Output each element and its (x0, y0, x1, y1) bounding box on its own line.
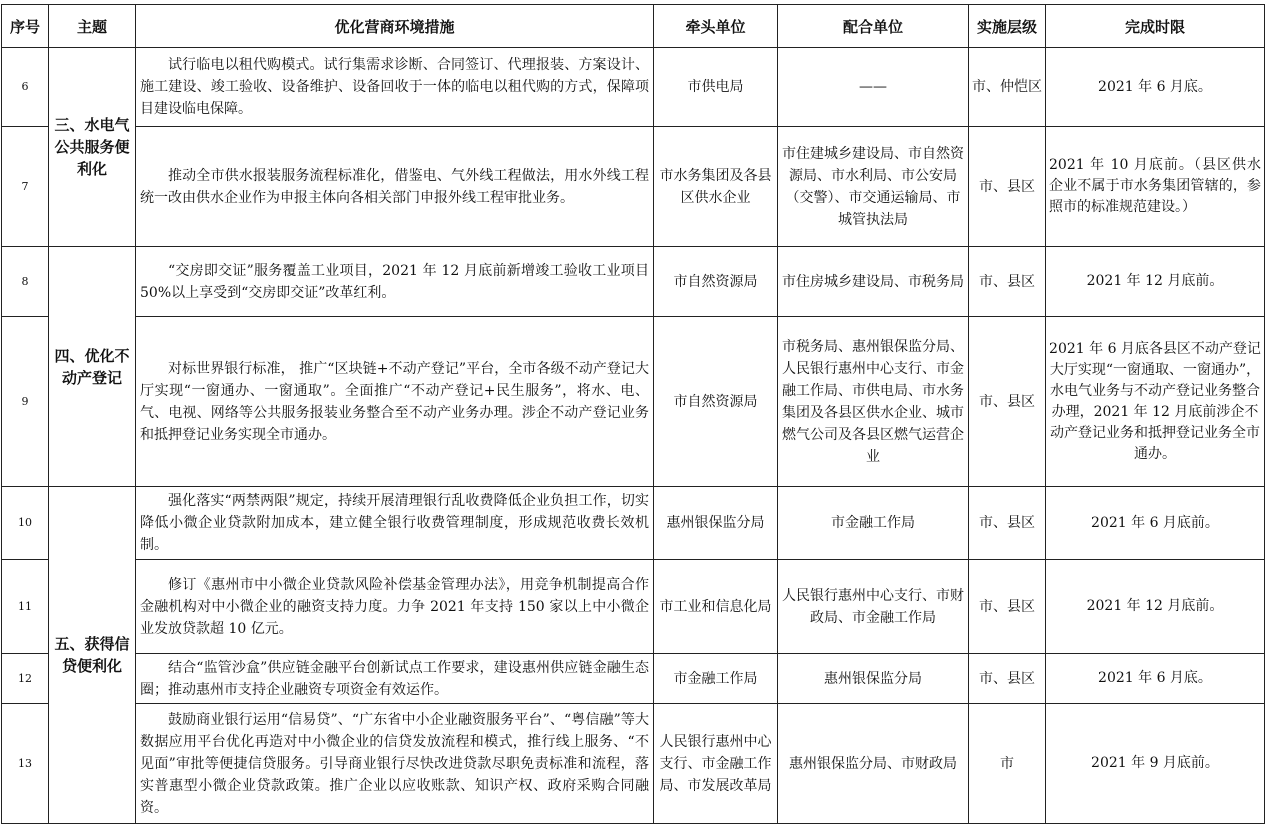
lead-unit-cell: 市自然资源局 (654, 317, 778, 487)
header-topic: 主题 (49, 5, 136, 48)
coop-unit-cell: 人民银行惠州中心支行、市财政局、市金融工作局 (778, 560, 969, 654)
level-cell: 市 (969, 704, 1046, 824)
coop-unit-cell: 市税务局、惠州银保监分局、人民银行惠州中心支行、市金融工作局、市供电局、市水务集团及各县区供水企业、城市燃气公司及各县区燃气运营企业 (778, 317, 969, 487)
header-lead-unit: 牵头单位 (654, 5, 778, 48)
header-level: 实施层级 (969, 5, 1046, 48)
lead-unit-cell: 市供电局 (654, 48, 778, 127)
deadline-cell: 2021 年 10 月底前。（县区供水企业不属于市水务集团管辖的，参照市的标准规范建设。） (1046, 127, 1265, 247)
deadline-cell: 2021 年 6 月底。 (1046, 48, 1265, 127)
coop-unit-cell: 市住房城乡建设局、市税务局 (778, 247, 969, 317)
level-cell: 市、仲恺区 (969, 48, 1046, 127)
table-row (2, 127, 1265, 247)
lead-unit-cell: 市自然资源局 (654, 247, 778, 317)
measure-cell: 鼓励商业银行运用“信易贷”、“广东省中小企业融资服务平台”、“粤信融”等大数据应用平台优化再造对中小微企业的信贷发放流程和模式，推行线上服务、“不见面”审批等便捷信贷服务。引导商业银行尽快改进贷款尽职免责标准和流程，落实普惠型小微企业贷款政策。推广企业以应收账款、知识产权、政府采购合同融资。 (136, 704, 654, 824)
measure-cell: 修订《惠州市中小微企业贷款风险补偿基金管理办法》，用竞争机制提高合作金融机构对中小微企业的融资支持力度。力争 2021 年支持 150 家以上中小微企业发放贷款超 10 亿元。 (136, 560, 654, 654)
measures-table (1, 4, 1265, 824)
measure-cell: 对标世界银行标准， 推广“区块链+不动产登记”平台，全市各级不动产登记大厅实现“一窗通办、一窗通取”。全面推广“不动产登记+民生服务”，将水、电、气、电视、网络等公共服务报装业务整合至不动产业务办理。涉企不动产登记业务和抵押登记业务实现全市通办。 (136, 317, 654, 487)
table-row (2, 487, 1265, 560)
row-number: 11 (2, 560, 49, 654)
level-cell: 市、县区 (969, 654, 1046, 704)
table-row (2, 317, 1265, 487)
row-number: 10 (2, 487, 49, 560)
row-number: 7 (2, 127, 49, 247)
table-row (2, 247, 1265, 317)
deadline-cell: 2021 年 12 月底前。 (1046, 560, 1265, 654)
lead-unit-cell: 人民银行惠州中心支行、市金融工作局、市发展改革局 (654, 704, 778, 824)
level-cell: 市、县区 (969, 487, 1046, 560)
row-number: 8 (2, 247, 49, 317)
deadline-cell: 2021 年 6 月底前。 (1046, 487, 1265, 560)
measure-cell: 推动全市供水报装服务流程标准化，借鉴电、气外线工程做法，用水外线工程统一改由供水企业作为申报主体向各相关部门申报外线工程审批业务。 (136, 127, 654, 247)
lead-unit-cell: 市工业和信息化局 (654, 560, 778, 654)
deadline-cell: 2021 年 12 月底前。 (1046, 247, 1265, 317)
level-cell: 市、县区 (969, 127, 1046, 247)
row-number: 12 (2, 654, 49, 704)
header-coop-unit: 配合单位 (778, 5, 969, 48)
lead-unit-cell: 市水务集团及各县区供水企业 (654, 127, 778, 247)
lead-unit-cell: 惠州银保监分局 (654, 487, 778, 560)
coop-unit-cell: 惠州银保监分局、市财政局 (778, 704, 969, 824)
header-no: 序号 (2, 5, 49, 48)
coop-unit-cell: 市住建城乡建设局、市自然资源局、市水利局、市公安局（交警）、市交通运输局、市城管执法局 (778, 127, 969, 247)
header-row (2, 5, 1265, 48)
level-cell: 市、县区 (969, 317, 1046, 487)
table-row (2, 48, 1265, 127)
row-number: 9 (2, 317, 49, 487)
level-cell: 市、县区 (969, 247, 1046, 317)
table-row (2, 704, 1265, 824)
measure-cell: “交房即交证”服务覆盖工业项目，2021 年 12 月底前新增竣工验收工业项目 50%以上享受到“交房即交证”改革红利。 (136, 247, 654, 317)
coop-unit-cell: 市金融工作局 (778, 487, 969, 560)
topic-cell: 五、获得信贷便利化 (49, 487, 136, 824)
row-number: 6 (2, 48, 49, 127)
measure-cell: 强化落实“两禁两限”规定，持续开展清理银行乱收费降低企业负担工作，切实降低小微企业贷款附加成本，建立健全银行收费管理制度，形成规范收费长效机制。 (136, 487, 654, 560)
topic-cell: 四、优化不动产登记 (49, 247, 136, 487)
measure-cell: 试行临电以租代购模式。试行集需求诊断、合同签订、代理报装、方案设计、施工建设、竣工验收、设备维护、设备回收于一体的临电以租代购的方式，保障项目建设临电保障。 (136, 48, 654, 127)
coop-unit-cell: 惠州银保监分局 (778, 654, 969, 704)
deadline-cell: 2021 年 6 月底。 (1046, 654, 1265, 704)
coop-unit-cell: —— (778, 48, 969, 127)
header-measure: 优化营商环境措施 (136, 5, 654, 48)
lead-unit-cell: 市金融工作局 (654, 654, 778, 704)
table-row (2, 560, 1265, 654)
topic-cell: 三、水电气公共服务便利化 (49, 48, 136, 247)
row-number: 13 (2, 704, 49, 824)
table-row (2, 654, 1265, 704)
level-cell: 市、县区 (969, 560, 1046, 654)
measure-cell: 结合“监管沙盒”供应链金融平台创新试点工作要求，建设惠州供应链金融生态圈；推动惠州市支持企业融资专项资金有效运作。 (136, 654, 654, 704)
deadline-cell: 2021 年 9 月底前。 (1046, 704, 1265, 824)
header-deadline: 完成时限 (1046, 5, 1265, 48)
deadline-cell: 2021 年 6 月底各县区不动产登记大厅实现“一窗通取、一窗通办”，水电气业务与不动产登记业务整合办理，2021 年 12 月底前涉企不动产登记业务和抵押登记业务全市通办。 (1046, 317, 1265, 487)
